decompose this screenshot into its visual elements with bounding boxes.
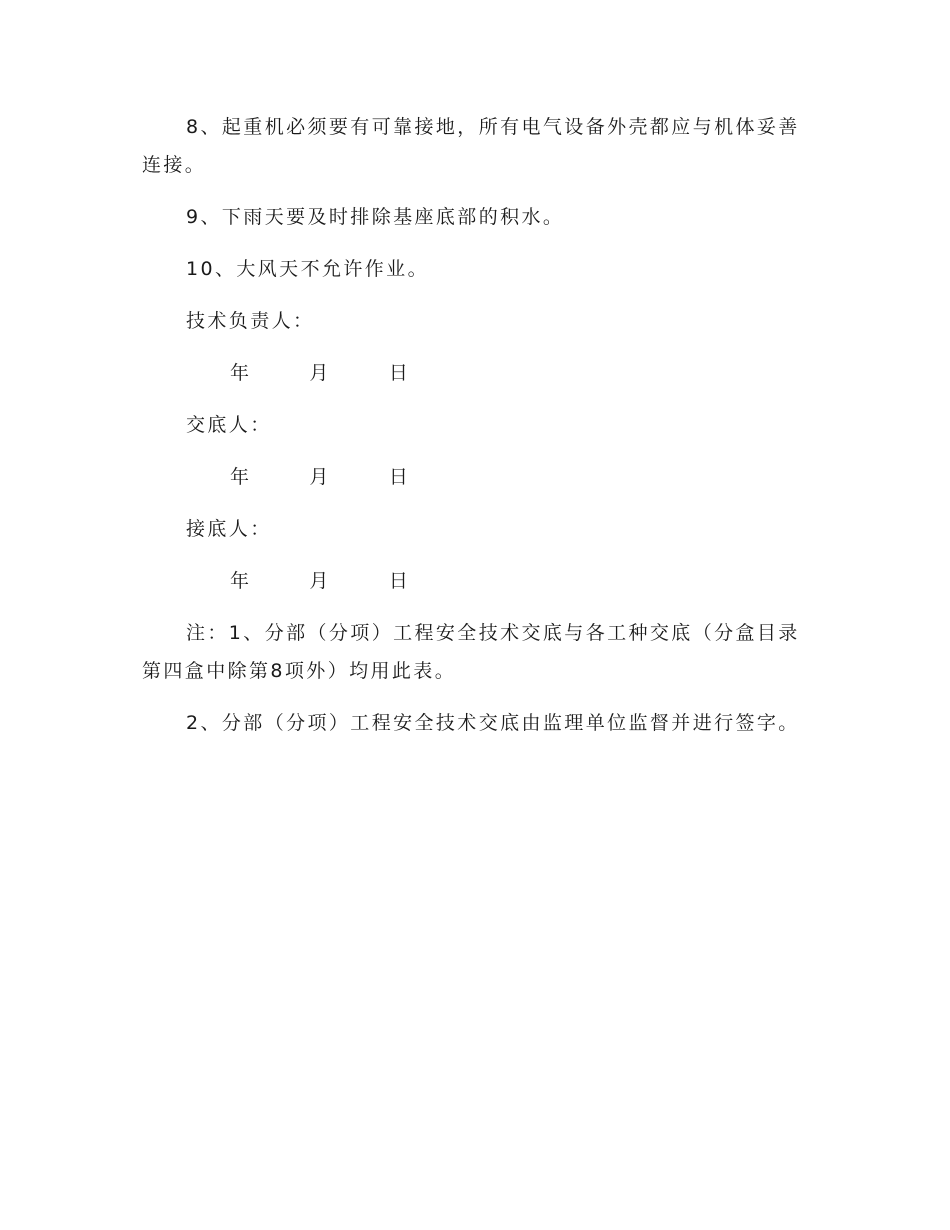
- date-day-label: 日: [388, 570, 411, 592]
- item-8-text: 8、起重机必须要有可靠接地，所有电气设备外壳都应与机体妥善连接。: [142, 116, 800, 176]
- handover-date-line: [142, 458, 806, 496]
- date-year-label: 年: [230, 362, 252, 384]
- date-year-label: 年: [230, 466, 252, 488]
- receiver-label: 接底人：: [186, 518, 272, 540]
- date-month-label: 月: [309, 362, 331, 384]
- receiver-date-line: [142, 562, 806, 600]
- note-1-text: 注：1、分部（分项）工程安全技术交底与各工种交底（分盒目录第四盒中除第8项外）均用此表。: [142, 622, 800, 682]
- date-month-label: 月: [309, 570, 331, 592]
- date-day-label: 日: [388, 362, 411, 384]
- date-month-label: 月: [309, 466, 331, 488]
- note-2-text: 2、分部（分项）工程安全技术交底由监理单位监督并进行签字。: [186, 712, 800, 734]
- date-year-label: 年: [230, 570, 252, 592]
- tech-lead-label: 技术负责人：: [186, 310, 315, 332]
- tech-lead-date-line: [142, 354, 806, 392]
- item-9-text: 9、下雨天要及时排除基座底部的积水。: [186, 206, 565, 228]
- document-body: [142, 108, 806, 756]
- item-10-text: 10、大风天不允许作业。: [186, 258, 429, 280]
- handover-label: 交底人：: [186, 414, 272, 436]
- date-day-label: 日: [388, 466, 411, 488]
